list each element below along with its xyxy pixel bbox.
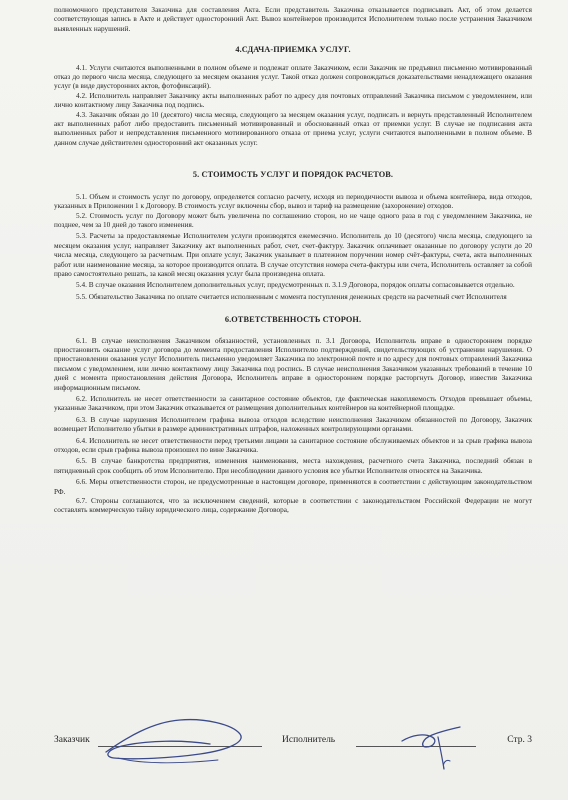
section-title-pricing: 5. СТОИМОСТЬ УСЛУГ И ПОРЯДОК РАСЧЕТОВ.: [192, 170, 394, 180]
clause-5-4: 5.4. В случае оказания Исполнителем дополнительных услуг, предусмотренных п. 3.1.9 Договора, порядок оплаты согласовывается отдельно.: [76, 281, 515, 290]
clause-4-2: 4.2. Исполнитель направляет Заказчику акты выполненных работ по адресу для почтовых отправлений Заказчика письмом с уведомлением, или лично контактному лицу Заказчика под подпись.: [54, 91, 532, 110]
clause-6-4: 6.4. Исполнитель не несет ответственности перед третьими лицами за санитарное состояние обслуживаемых объектов и за срыв графика вывоза отходов, если срыв графика вывоза произошел по вине Заказчика.: [54, 436, 532, 455]
clause-5-1: 5.1. Объем и стоимость услуг по договору, определяется согласно расчету, исходя из периодичности вывоза и объема контейнера, вида отходов, указанных в Приложении 1 к Договору. В стоимость услуг включены сбор, вывоз и тариф на размещение (захоронение) отходов.: [54, 192, 532, 211]
contractor-signature-scribble: [398, 715, 464, 773]
clause-6-5: 6.5. В случае банкротства предприятия, изменения наименования, места нахождения, расчетного счета Заказчика, последний обязан в пятидневный срок сообщить об этом Исполнителю. При несоблюдении данного условия все убытки Исполнителя относятся на Заказчика.: [54, 457, 532, 475]
intro-paragraph: полномочного представителя Заказчика для составления Акта. Если представитель Заказчика отказывается подписывать Акт, об этом делается соответствующая запись в Акте и действует односторонний Акт. Вывоз контейнеров производится Исполнителем только после устранения Заказчиком выявленных нарушений.: [54, 6, 532, 33]
section-title-acceptance: 4.СДАЧА-ПРИЕМКА УСЛУГ.: [235, 45, 351, 55]
clause-4-1: 4.1. Услуги считаются выполненными в полном объеме и подлежат оплате Заказчиком, если Заказчик не предъявил письменно мотивированный отказ до первого числа месяца, следующего за месяцем оказания услуг. Такой отказ должен сопровождаться доказательствами ненадлежащего оказания услуг (в виде двусторонних актов, фотофиксаций).: [54, 63, 532, 91]
clause-4-3: 4.3. Заказчик обязан до 10 (десятого) числа месяца, следующего за месяцем оказания услуг, подписать и вернуть представленный Исполнителем акт выполненных работ либо предоставить письменный мотивированный и обоснованный отказ от приемки услуг. В случае не подписания акта выполненных работ и непредставления письменного мотивированного отказа от приема услуг, услуги считаются выполненными в полном объеме. В данном случае действителен односторонний акт оказанных услуг.: [54, 110, 532, 147]
clause-6-6: 6.6. Меры ответственности сторон, не предусмотренные в настоящем договоре, применяются в соответствии с действующим законодательством РФ.: [54, 478, 532, 496]
clause-5-5: 5.5. Обязательство Заказчика по оплате считается исполненным с момента поступления денежных средств на расчетный счет Исполнителя: [76, 292, 507, 301]
clause-5-2: 5.2. Стоимость услуг по Договору может быть увеличена по соглашению сторон, но не чаще одного раза в год с уведомлением Заказчика, не позднее, чем за 10 дней до такого изменения.: [54, 211, 532, 229]
document-body: [54, 6, 532, 516]
clause-6-2: 6.2. Исполнитель не несет ответственности за санитарное состояние объектов, где фактическая накопляемость Отходов превышает объемы, указанные Заказчиком, при этом Заказчик отказывается от размещения дополнительных контейнеров на контейнерной площадке.: [54, 395, 532, 413]
contractor-signature-label: Исполнитель: [282, 735, 336, 745]
customer-signature-label: Заказчик: [54, 735, 90, 745]
page-number: Стр. 3: [507, 735, 532, 745]
clause-6-3: 6.3. В случае нарушения Исполнителем графика вывоза отходов вследствие неисполнения Заказчиком обязанностей по Договору, Заказчик возмещает Исполнителю убытки в размере административных штрафов, наложенных контролирующими органами.: [54, 415, 532, 434]
section-title-liability: 6.ОТВЕТСТВЕННОСТЬ СТОРОН.: [224, 315, 362, 325]
clause-6-7: 6.7. Стороны соглашаются, что за исключением сведений, которые в соответствии с законодательством Российской Федерации не могут составлять коммерческую тайну юридического лица, содержание Договора,: [54, 497, 532, 515]
customer-signature-scribble: [100, 712, 250, 768]
clause-6-1: 6.1. В случае неисполнения Заказчиком обязанностей, установленных п. 3.1 Договора, Исполнитель вправе в одностороннем порядке приостановить оказание услуг договора до момента предоставления Исполнителю подтверждений, свидетельствующих об устранении нарушения. О приостановлении оказания услуг Исполнитель письменно уведомляет Заказчика по электронной почте и по адресу для почтовых отправлений Заказчика письмом с уведомлением, или лично контактному лицу Заказчика под роспись. В случае неисполнения Заказчиком указанных требований в течение 10 дней с момента приостановления действия Договора, Исполнитель вправе в одностороннем порядке расторгнуть Договор, известив Заказчика информационным письмом.: [54, 336, 532, 392]
clause-5-3: 5.3. Расчеты за предоставляемые Исполнителем услуги производятся ежемесячно. Исполнитель до 10 (десятого) числа месяца, следующего за месяцем оказания услуг, направляет Заказчику акт выполненных работ, счет, счет-фактуру. Заказчик оплачивает оказанные по договору услуги до 20 числа месяца, следующего за расчетным. При оплате услуг, Заказчик указывает в платежном поручении номер счёт-фактуры, счета, акта выполненных работ или наименование месяца, за которое производится оплата. В случае отсутствия номера счета-фактуры или счета, Исполнитель оставляет за собой право самостоятельно решать, за какой месяц оказания услуг была произведена оплата.: [54, 232, 532, 278]
